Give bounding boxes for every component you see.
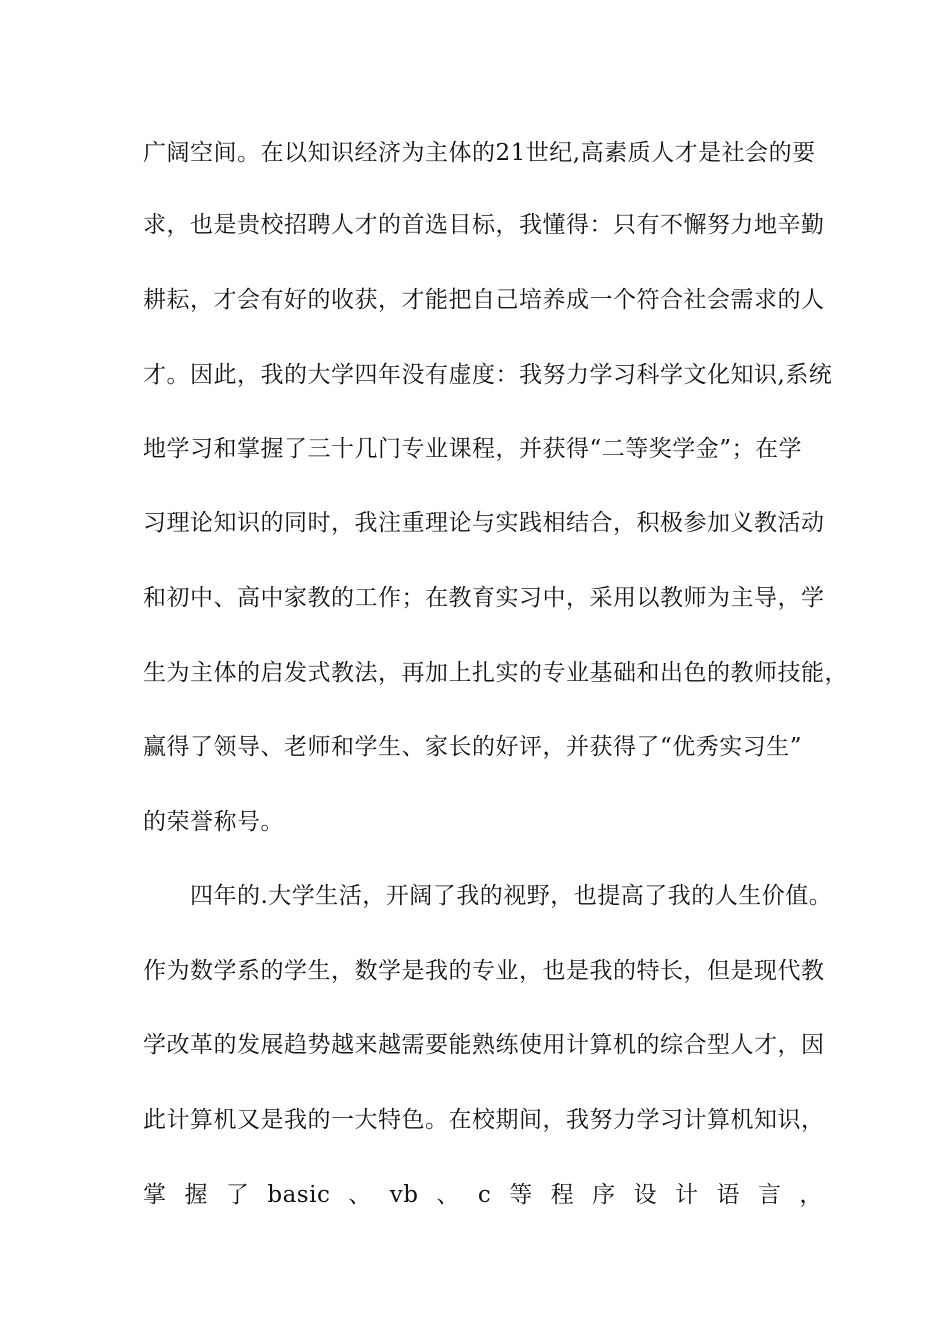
word: 设: [633, 1182, 658, 1208]
word: 程: [550, 1182, 575, 1208]
text-line: 广阔空间。在以知识经济为主体的21世纪,高素质人才是社会的要: [143, 140, 816, 166]
word: 掌: [143, 1182, 167, 1208]
word: 语: [716, 1182, 740, 1208]
word: 、: [348, 1182, 372, 1208]
text-line: 和初中、高中家教的工作；在教育实习中，采用以教师为主导，学: [143, 585, 825, 611]
text-line: 此计算机又是我的一大特色。在校期间，我努力学习计算机知识，: [143, 1107, 825, 1133]
word: vb: [389, 1182, 419, 1208]
text-line: 地学习和掌握了三十几门专业课程，并获得“二等奖学金”；在学: [143, 436, 803, 462]
text-line: 才。因此，我的大学四年没有虚度：我努力学习科学文化知识,系统: [143, 362, 833, 388]
paragraph-first-line: 四年的.大学生活，开阔了我的视野，也提高了我的人生价值。: [190, 883, 833, 909]
text-line: 学改革的发展趋势越来越需要能熟练使用计算机的综合型人才，因: [143, 1032, 825, 1058]
word: c: [477, 1182, 492, 1208]
word: 、: [436, 1182, 460, 1208]
text-line: 的荣誉称号。: [143, 809, 284, 835]
word: 等: [509, 1182, 533, 1208]
word: 言: [757, 1182, 782, 1208]
text-line: 生为主体的启发式教法，再加上扎实的专业基础和出色的教师技能，: [143, 660, 848, 686]
text-line: 求，也是贵校招聘人才的首选目标，我懂得：只有不懈努力地辛勤: [143, 212, 825, 238]
word: 序: [592, 1182, 616, 1208]
text-line: 耕耘，才会有好的收获，才能把自己培养成一个符合社会需求的人: [143, 287, 825, 313]
text-line: 习理论知识的同时，我注重理论与实践相结合，积极参加义教活动: [143, 510, 825, 536]
word: ，: [799, 1182, 823, 1208]
justified-last-line: [143, 1178, 823, 1212]
word: basic: [267, 1182, 331, 1208]
text-line: 作为数学系的学生，数学是我的专业，也是我的特长，但是现代教: [143, 958, 825, 984]
word: 握: [184, 1182, 208, 1208]
text-line: 赢得了领导、老师和学生、家长的好评，并获得了“优秀实习生”: [143, 734, 803, 760]
word: 计: [675, 1182, 699, 1208]
word: 了: [225, 1182, 250, 1208]
